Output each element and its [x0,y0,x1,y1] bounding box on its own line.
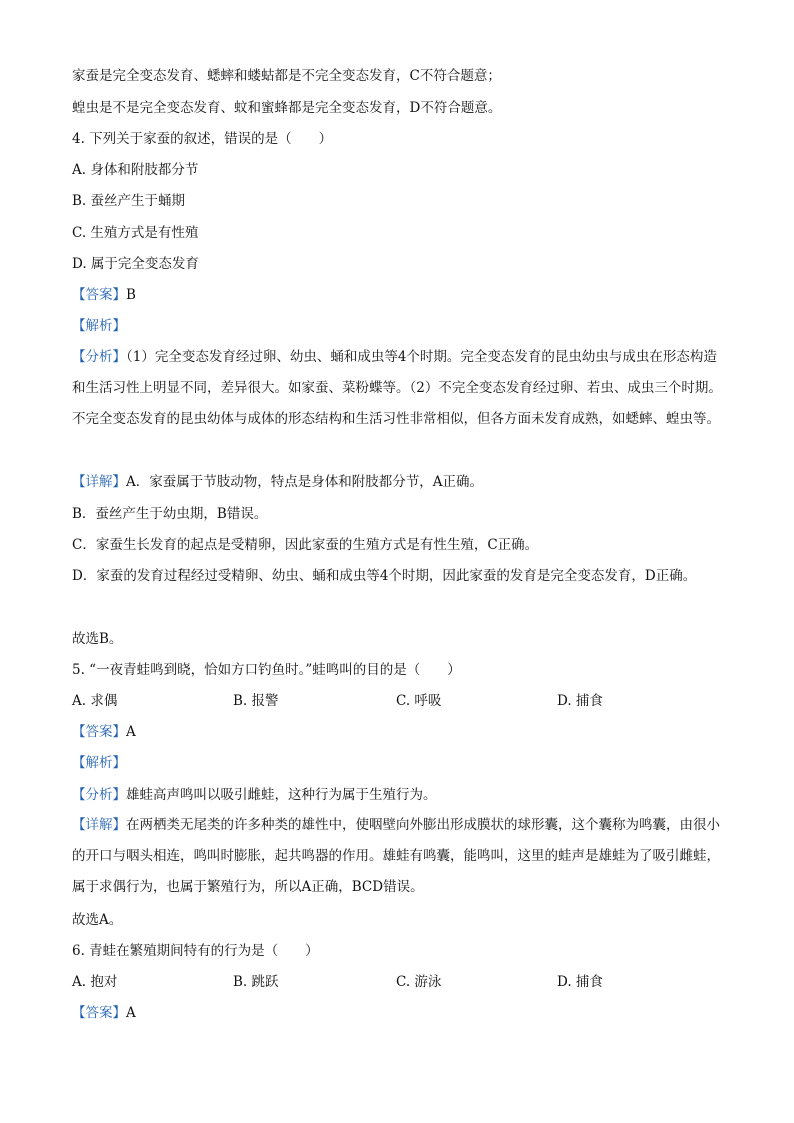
answer-tag: 【答案】 [72,1005,126,1021]
fenxi-tag: 【分析】 [72,349,126,365]
option-a: A. 求偶 [72,693,118,709]
analysis-line [72,753,126,773]
text-paragraph: D．家蚕的发育过程经过受精卵、幼虫、蛹和成虫等4个时期，因此家蚕的发育是完全变态发育，D正确。 [72,568,697,584]
answer-value: A [126,1005,136,1021]
option-b: B. 跳跃 [233,974,279,990]
answer-line [72,285,136,305]
conclusion-line: 故选B。 [72,631,123,647]
text-line: 蝗虫是不是完全变态发育、蚊和蜜蜂都是完全变态发育，D不符合题意。 [72,100,502,116]
analysis-tag: 【解析】 [72,318,126,334]
answer-line [72,722,136,742]
xiangjie-tag: 【详解】 [72,474,126,490]
xiangjie-tag: 【详解】 [72,817,126,833]
conclusion-line: 故选A。 [72,912,123,928]
fenxi-text: （1）完全变态发育经过卵、幼虫、蛹和成虫等4个时期。完全变态发育的昆虫幼虫与成虫在形态构造和生活习性上明显不同，差异很大。如家蚕、菜粉蝶等。（2）不完全变态发育经过卵、若虫、成虫三个时期。不完全变态发育的昆虫幼体与成体的形态结构和生活习性非常相似，但各方面未发育成熟，如蟋蟀、蝗虫等。 [72,349,722,428]
analysis-line [72,316,126,336]
answer-value: B [126,287,136,303]
text-line: C．家蚕生长发育的起点是受精卵，因此家蚕的生殖方式是有性生殖，C正确。 [72,537,539,553]
xiangjie-paragraph [72,810,722,904]
question-4: 4. 下列关于家蚕的叙述，错误的是（ ） [72,131,333,147]
xiangjie-text: A．家蚕属于节肢动物，特点是身体和附肢都分节，A正确。 [126,474,483,490]
answer-tag: 【答案】 [72,724,126,740]
text-line: B．蚕丝产生于幼虫期，B错误。 [72,506,268,522]
option-a: A. 身体和附肢都分节 [72,162,199,178]
option-c: C. 生殖方式是有性殖 [72,225,199,241]
answer-value: A [126,724,136,740]
fenxi-paragraph [72,342,722,436]
fenxi-tag: 【分析】 [72,787,126,803]
option-d: D. 属于完全变态发育 [72,256,199,272]
answer-line [72,1003,136,1023]
answer-tag: 【答案】 [72,287,126,303]
fenxi-text: 雄蛙高声鸣叫以吸引雌蛙，这种行为属于生殖行为。 [126,787,437,803]
fenxi-line [72,785,437,805]
question-5: 5. “一夜青蛙鸣到晓，恰如方口钓鱼时。”蛙鸣叫的目的是（ ） [72,662,461,678]
xiangjie-text: 在两栖类无尾类的许多种类的雄性中，使咽壁向外膨出形成膜状的球形囊，这个囊称为鸣囊，由很小的开口与咽头相连，鸣叫时膨胀，起共鸣器的作用。雄蛙有鸣囊，能鸣叫，这里的蛙声是雄蛙为了吸引雌蛙，属于求偶行为，也属于繁殖行为，所以A正确，BCD错误。 [72,817,720,896]
analysis-tag: 【解析】 [72,755,126,771]
xiangjie-line [72,472,483,492]
option-a: A. 抱对 [72,974,118,990]
option-d: D. 捕食 [557,693,603,709]
question-6: 6. 青蛙在繁殖期间特有的行为是（ ） [72,943,319,959]
option-c: C. 呼吸 [396,693,442,709]
option-b: B. 报警 [233,693,279,709]
text-line: 家蚕是完全变态发育、蟋蟀和蝼蛄都是不完全变态发育，C不符合题意； [72,68,501,84]
option-c: C. 游泳 [396,974,442,990]
option-b: B. 蚕丝产生于蛹期 [72,193,186,209]
option-d: D. 捕食 [557,974,603,990]
